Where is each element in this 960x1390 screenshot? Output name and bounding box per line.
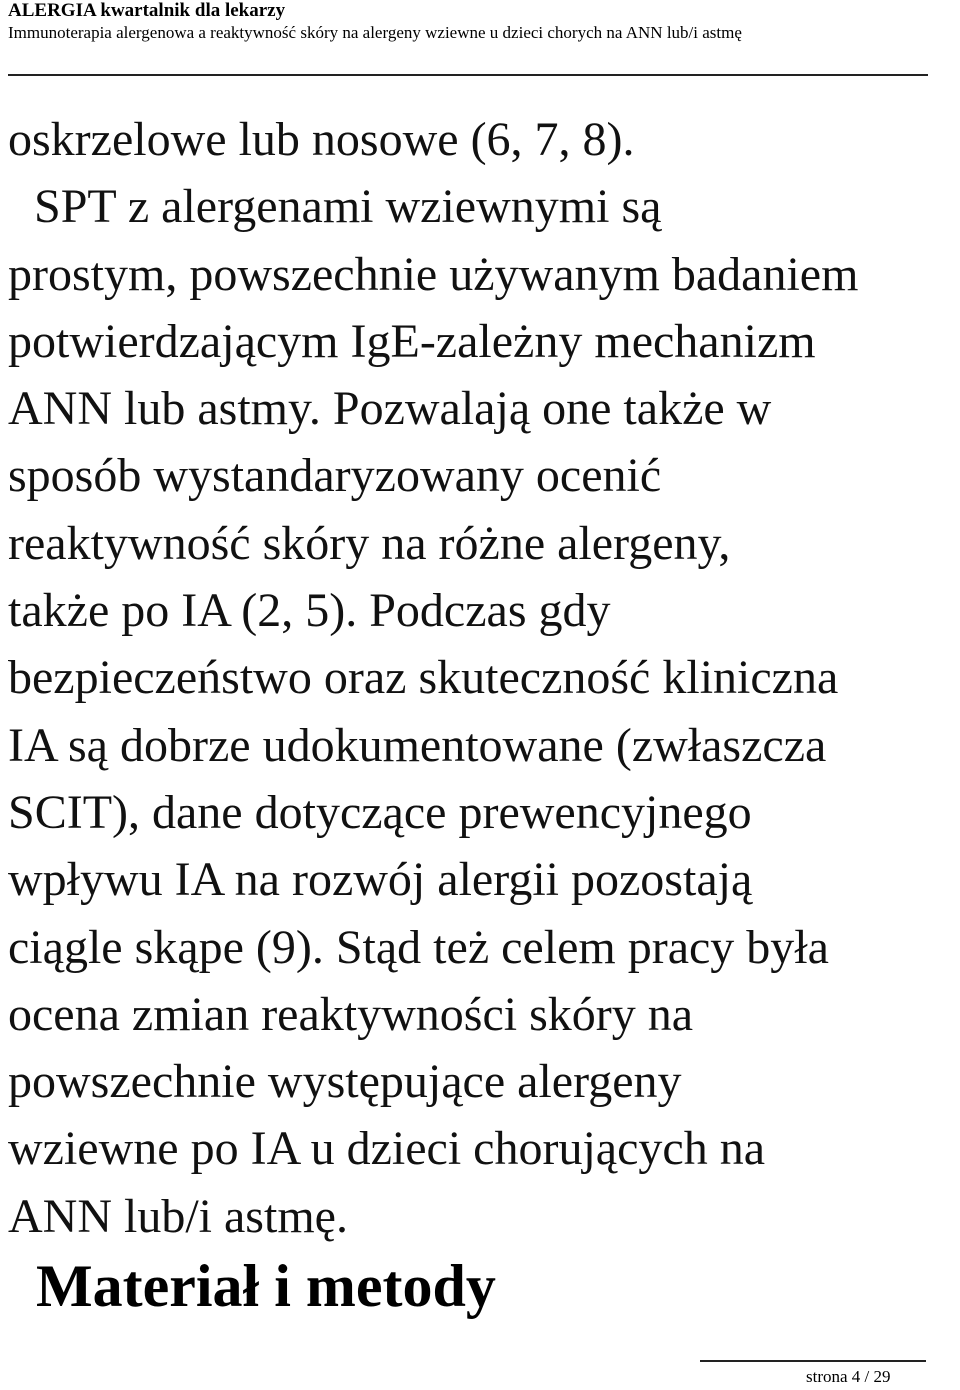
section-heading: Materiał i metody — [36, 1253, 496, 1319]
text-line: wziewne po IA u dzieci chorujących na — [8, 1122, 766, 1176]
text-line: powszechnie występujące alergeny — [8, 1055, 682, 1109]
page-number: strona 4 / 29 — [806, 1367, 891, 1386]
text-line: także po IA (2, 5). Podczas gdy — [8, 584, 611, 638]
running-title: Immunoterapia alergenowa a reaktywność skóry na alergeny wziewne u dzieci chorych na ANN lub/i astmę — [8, 23, 742, 42]
text-line: reaktywność skóry na różne alergeny, — [8, 516, 731, 570]
text-line: prostym, powszechnie używanym badaniem — [8, 247, 859, 301]
text-line: SCIT), dane dotyczące prewencyjnego — [8, 785, 752, 839]
text-line: ANN lub astmy. Pozwalają one także w — [8, 382, 772, 436]
text-line: potwierdzającym IgE-zależny mechanizm — [8, 314, 816, 368]
text-line: ANN lub/i astmę. — [8, 1189, 348, 1243]
text-line: wpływu IA na rozwój alergii pozostają — [8, 853, 753, 907]
text-line: sposób wystandaryzowany ocenić — [8, 449, 662, 503]
text-line: SPT z alergenami wziewnymi są — [34, 180, 662, 234]
text-line: ciągle skąpe (9). Stąd też celem pracy była — [8, 920, 829, 974]
text-line: IA są dobrze udokumentowane (zwłaszcza — [8, 718, 827, 772]
journal-title: ALERGIA kwartalnik dla lekarzy — [8, 0, 286, 21]
footer-rule — [700, 1360, 926, 1362]
page-header — [8, 0, 948, 44]
text-line: ocena zmian reaktywności skóry na — [8, 987, 694, 1041]
text-line: oskrzelowe lub nosowe (6, 7, 8). — [8, 113, 635, 166]
text-line: bezpieczeństwo oraz skuteczność kliniczna — [8, 651, 839, 705]
header-rule — [8, 74, 928, 76]
body-paragraph — [8, 106, 958, 1250]
